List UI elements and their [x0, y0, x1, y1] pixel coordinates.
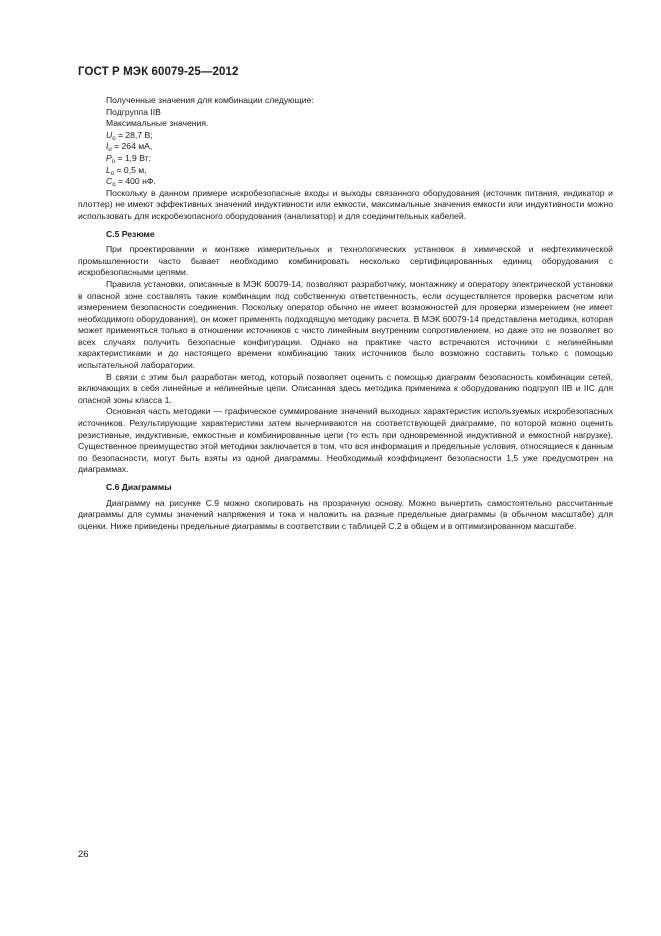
section-title-c5: С.5 Резюме	[106, 228, 155, 239]
paragraph: Поскольку в данном примере искробезопасные входы и выходы связанного оборудования (источник питания, индикатор и плоттер) не имеют эффективных значений индуктивности или емкости, максимальные значения емкости или индуктивности можно использовать для искробезопасного оборудования (анализатор) и для соединительных кабелей.	[78, 187, 613, 221]
intro-line: Максимальные значения.	[106, 118, 209, 129]
paragraph: В связи с этим был разработан метод, который позволяет оценить с помощью диаграмм безопасность комбинации сетей, включающих в себя линейные и нелинейные цепи. Описанная здесь методика применима к оборудованию подгрупп IIB и IIC для опасной зоны класса 1.	[78, 371, 613, 405]
value-lo: $L_o = 0,5$ м,	[106, 164, 147, 177]
document-header: ГОСТ Р МЭК 60079-25—2012	[78, 66, 239, 78]
paragraph: При проектировании и монтаже измерительных и технологических установок в химической и нефтехимической промышленности часто бывает необходимо комбинировать несколько сертифицированных единиц оборудования с искробезопасными цепями.	[78, 244, 613, 278]
value-uo: $U_o = 28,7$ В;	[106, 129, 153, 142]
document-body	[78, 95, 613, 532]
value-po: $P_o = 1,9$ Вт;	[106, 152, 151, 165]
page-number: 26	[78, 849, 89, 860]
value-io: $I_o = 264$ мА,	[106, 141, 153, 154]
paragraph: Диаграмму на рисунке С.9 можно скопировать на прозрачную основу. Можно вычертить самостоятельно рассчитанные диаграммы для суммы значений напряжения и тока и наложить на разные предельные диаграммы (в обычном масштабе) для оценки. Ниже приведены предельные диаграммы в соответствии с таблицей С.2 в общем и в оптимизированном масштабе.	[78, 497, 613, 531]
paragraph: Правила установки, описанные в МЭК 60079-14, позволяют разработчику, монтажнику и оператору электрической установки в опасной зоне составлять такие комбинации под собственную ответственность, если осуществляется проверка расчетом или измерением безопасности соединения. Поскольку оператор обычно не имеет возможностей для проверки измерением (не имеет необходимого оборудования), он может применять подходящую методику расчета. В МЭК 60079-14 представлена методика, которая может применяться только в отношении источников с чисто линейным внутренним сопротивлением, но даже это не позволяет во всех случаях получить безопасные конфигурации. Однако на практике часто встречаются источники с нелинейными характеристиками и до настоящего времени комбинацию таких источников было возможно составить только с помощью испытательной лаборатории.	[78, 278, 613, 371]
intro-line: Полученные значения для комбинации следующие:	[106, 95, 314, 105]
section-title-c6: С.6 Диаграммы	[106, 482, 172, 492]
value-co: $C_o = 400$ нФ.	[106, 176, 156, 189]
intro-line: Подгруппа IIB	[106, 106, 161, 117]
paragraph: Основная часть методики — графическое суммирование значений выходных характеристик используемых искробезопасных источников. Результирующие характеристики затем вычерчиваются на соответствующей диаграмме, по которой можно оценить резистивные, индуктивные, емкостные и комбинированные цепи (то есть при одновременной индуктивной и емкостной нагрузке). Существенное преимущество этой методики заключается в том, что вся информация и предельные условия, относящиеся к данным по безопасности, могут быть взяты из одной диаграммы. Необходимый коэффициент безопасности 1,5 уже предусмотрен на диаграммах.	[78, 406, 613, 475]
